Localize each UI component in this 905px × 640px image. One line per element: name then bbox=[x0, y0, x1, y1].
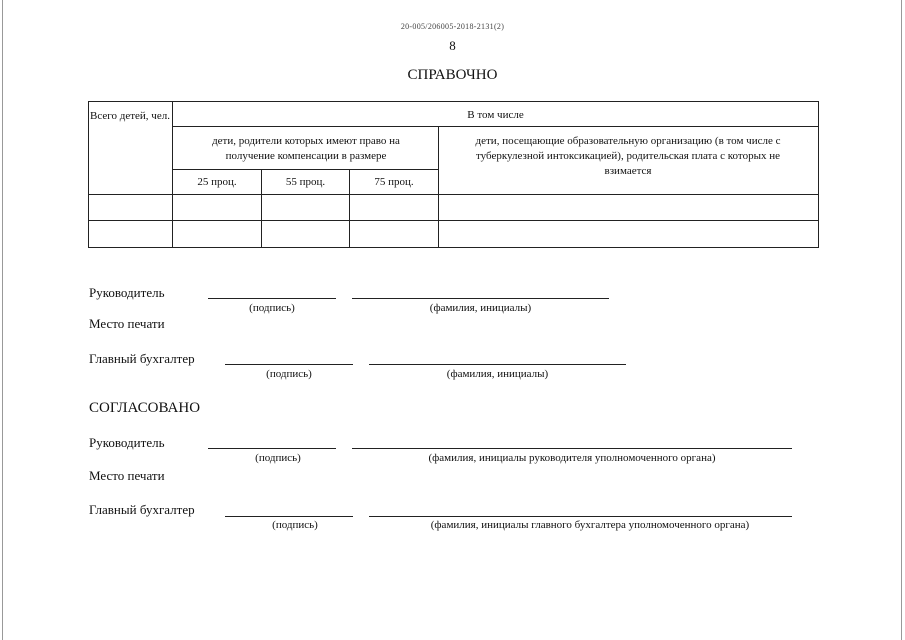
approval-accountant-name-hint: (фамилия, инициалы главного бухгалтера уполномоченного органа) bbox=[430, 519, 750, 531]
approval-heading: СОГЛАСОВАНО bbox=[89, 400, 201, 416]
head-name-hint: (фамилия, инициалы) bbox=[429, 302, 532, 314]
accountant-signature-hint: (подпись) bbox=[266, 368, 312, 380]
table-rule bbox=[88, 220, 818, 221]
scan-edge-right bbox=[901, 0, 902, 640]
page-number: 8 bbox=[449, 38, 456, 53]
header-25-percent: 25 проц. bbox=[197, 176, 237, 188]
header-compensation: дети, родители которых имеют право на получение компенсации в размере bbox=[212, 135, 400, 162]
header-total-children: Всего детей, чел. bbox=[90, 110, 170, 122]
table-rule bbox=[172, 126, 818, 127]
head-label: Руководитель bbox=[89, 285, 165, 300]
approval-head-name-line bbox=[352, 448, 792, 449]
head-name-line bbox=[352, 298, 609, 299]
approval-stamp-label: Место печати bbox=[89, 468, 165, 483]
approval-head-signature-hint: (подпись) bbox=[255, 452, 301, 464]
accountant-name-hint: (фамилия, инициалы) bbox=[446, 368, 549, 380]
header-including: В том числе bbox=[467, 109, 524, 121]
accountant-name-line bbox=[369, 364, 626, 365]
table-rule bbox=[88, 194, 818, 195]
approval-accountant-label: Главный бухгалтер bbox=[89, 502, 195, 517]
head-signature-line bbox=[208, 298, 336, 299]
scan-edge-left bbox=[2, 0, 3, 640]
accountant-label: Главный бухгалтер bbox=[89, 351, 195, 366]
header-55-percent: 55 проц. bbox=[285, 176, 326, 188]
header-75-percent: 75 проц. bbox=[374, 176, 414, 188]
approval-accountant-signature-hint: (подпись) bbox=[272, 519, 318, 531]
stamp-label: Место печати bbox=[89, 316, 165, 331]
header-free-of-charge: дети, посещающие образовательную организацию (в том числе с туберкулезной интоксикацией), родительская плата с которых не взимается bbox=[475, 135, 781, 177]
accountant-signature-line bbox=[225, 364, 353, 365]
approval-accountant-signature-line bbox=[225, 516, 353, 517]
page-title: СПРАВОЧНО bbox=[407, 67, 498, 83]
approval-accountant-name-line bbox=[369, 516, 792, 517]
approval-head-signature-line bbox=[208, 448, 336, 449]
table-rule bbox=[438, 126, 439, 248]
document-code: 20-005/206005-2018-2131(2) bbox=[400, 22, 505, 31]
table-rule bbox=[172, 169, 438, 170]
approval-head-name-hint: (фамилия, инициалы руководителя уполномоченного органа) bbox=[428, 452, 716, 464]
approval-head-label: Руководитель bbox=[89, 435, 165, 450]
head-signature-hint: (подпись) bbox=[249, 302, 295, 314]
